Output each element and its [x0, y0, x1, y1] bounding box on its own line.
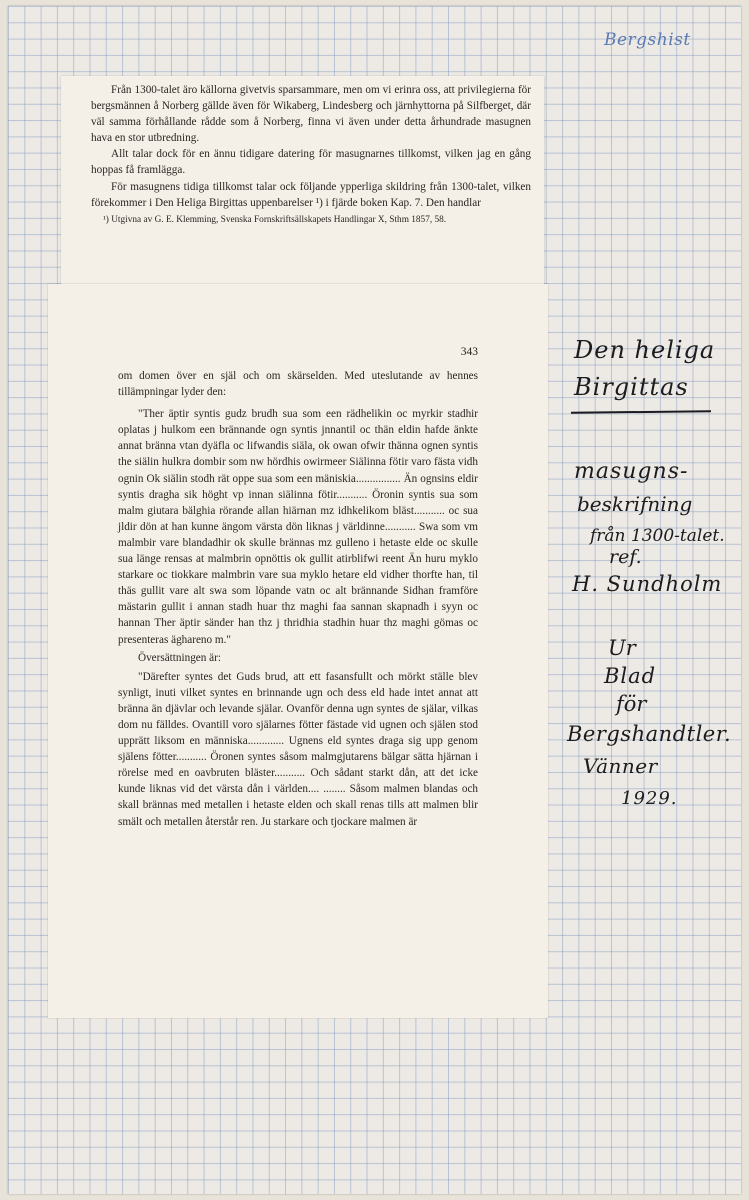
handwritten-note-line: H. Sundholm — [572, 572, 723, 596]
graph-paper-sheet — [8, 6, 741, 1194]
handwritten-note-line: 1929. — [621, 788, 678, 809]
intro-paragraph: om domen över en själ och om skärselden. Med uteslutande av hennes tillämpningar lyder den: — [118, 370, 478, 399]
handwritten-note-line: från 1300-talet. — [590, 526, 725, 546]
handwritten-note-line: Ur — [608, 636, 636, 660]
handwritten-note-line: Blad — [604, 664, 657, 688]
corner-pencil-note: Bergshist — [604, 30, 691, 50]
handwritten-note-line: Vänner — [583, 754, 658, 778]
handwritten-note-line: för — [616, 692, 647, 716]
handwritten-title-line-2: Birgittas — [574, 373, 689, 401]
clipping-top — [61, 76, 544, 288]
handwritten-note-line: Bergshandtler. — [567, 722, 732, 746]
translation-heading: Översättningen är: — [138, 651, 221, 664]
clipping-main — [48, 284, 548, 1018]
handwritten-title-line-1: Den heliga — [574, 336, 716, 364]
clipping-top-body — [91, 82, 531, 227]
paragraph: För masugnens tidiga tillkomst talar ock följande ypperliga skildring från 1300-talet, vilken förekommer i Den Heliga Birgittas uppenbarelser ¹) i fjärde boken Kap. 7. Den handlar — [91, 180, 531, 209]
translation-paragraph: "Därefter syntes det Guds brud, att ett fasansfullt och mörkt ställe blev synligt, inuti vilket syntes en brinnande ugn och dess eld hade intet annat att bränna än djävlar och levande själar. Ovanför denna ugn syntes de själar, vilkas dom nu fälldes. Ovantill voro själarnes fötter fästade vid ugnen och själen stod upprätt liksom en människa............. Ugnens eld syntes draga sig upp genom själens fötter........... Öronen syntes såsom malmgjutarens bälgar sätta hjärnan i rörelse med en oavbruten bläster........... Och sådant starkt dån, att det icke kunde liknas vid det värsta dån i världen.... ........ Såsom malmen blandas och skall brännas med metallen i hetaste elden och skall renas tills att malmen blir smält och metallen återstår ren. Ju starkare och tjockare malmen är — [118, 670, 478, 828]
old-swedish-quote: "Ther äptir syntis gudz brudh sua som een rädhelikin oc myrkir stadhir oplatas j hulkom een brännande ogn syntis jnnantil oc thän eldin hafde änkte annat bränna vtan dyäfla oc lifwandis siäla, ok owan ofwir thänna ognen syntis the siälin hulkra dombir som nw hördhis owirmeer Siälinna fötir varo fästa vidh ognin Ok siälin stodh rät oppe sua som een mäniskia................ Än ognsins eldir syntis dragha sik höght vp innan siälinna fötir........... Öronin syntis sua som malm giutara bälghia rörande allan hiärnan mz idhkelikom bläst........... oc sua jldir dön at han kunne ängom värsta dön liknas j världinne........... Swa som vm malmbir vare blandadhir ok skulle brännas mz gulleno i hetaste elde oc skulle sua länge rensas at malmbrin opnöttis ok gullit atirblifwi reent Än huru myklo starkare oc tiokkare malmbrin vare sua myklo hetare eld vidher thorfte han, til thäs gullit vare alt swa som löpande vatn oc alt brännande Sidhan framföre mästarin gullit i annan stadh huar thz maghi faa sannan skapnadh i syyn oc hannan Ther äptir sänder han thz j thridhia stadhin huar thz maghi gömas oc presenteras äghareno m." — [118, 408, 478, 646]
paragraph: Allt talar dock för en ännu tidigare datering för masugnarnes tillkomst, vilken jag en gång hoppas få framlägga. — [91, 148, 531, 177]
handwritten-note-line: beskrifning — [577, 492, 693, 516]
handwritten-note-line: masugns- — [574, 459, 689, 484]
footnote: ¹) Utgivna av G. E. Klemming, Svenska Fornskriftsällskapets Handlingar X, Sthm 1857, 58. — [103, 214, 447, 225]
paragraph: Från 1300-talet äro källorna givetvis sparsammare, men om vi erinra oss, att privilegierna för bergsmännen å Norberg gällde även för Wikaberg, Lindesberg och järnhyttorna på Silfberget, där väl samma förhållande rådde som å Norberg, finna vi även under detta århundrade masugnen hava en stor utbredning. — [91, 84, 531, 145]
clipping-main-body — [118, 368, 478, 830]
page-number: 343 — [460, 346, 478, 358]
handwritten-note-line: ref. — [609, 546, 642, 568]
handwritten-underline — [571, 410, 711, 413]
